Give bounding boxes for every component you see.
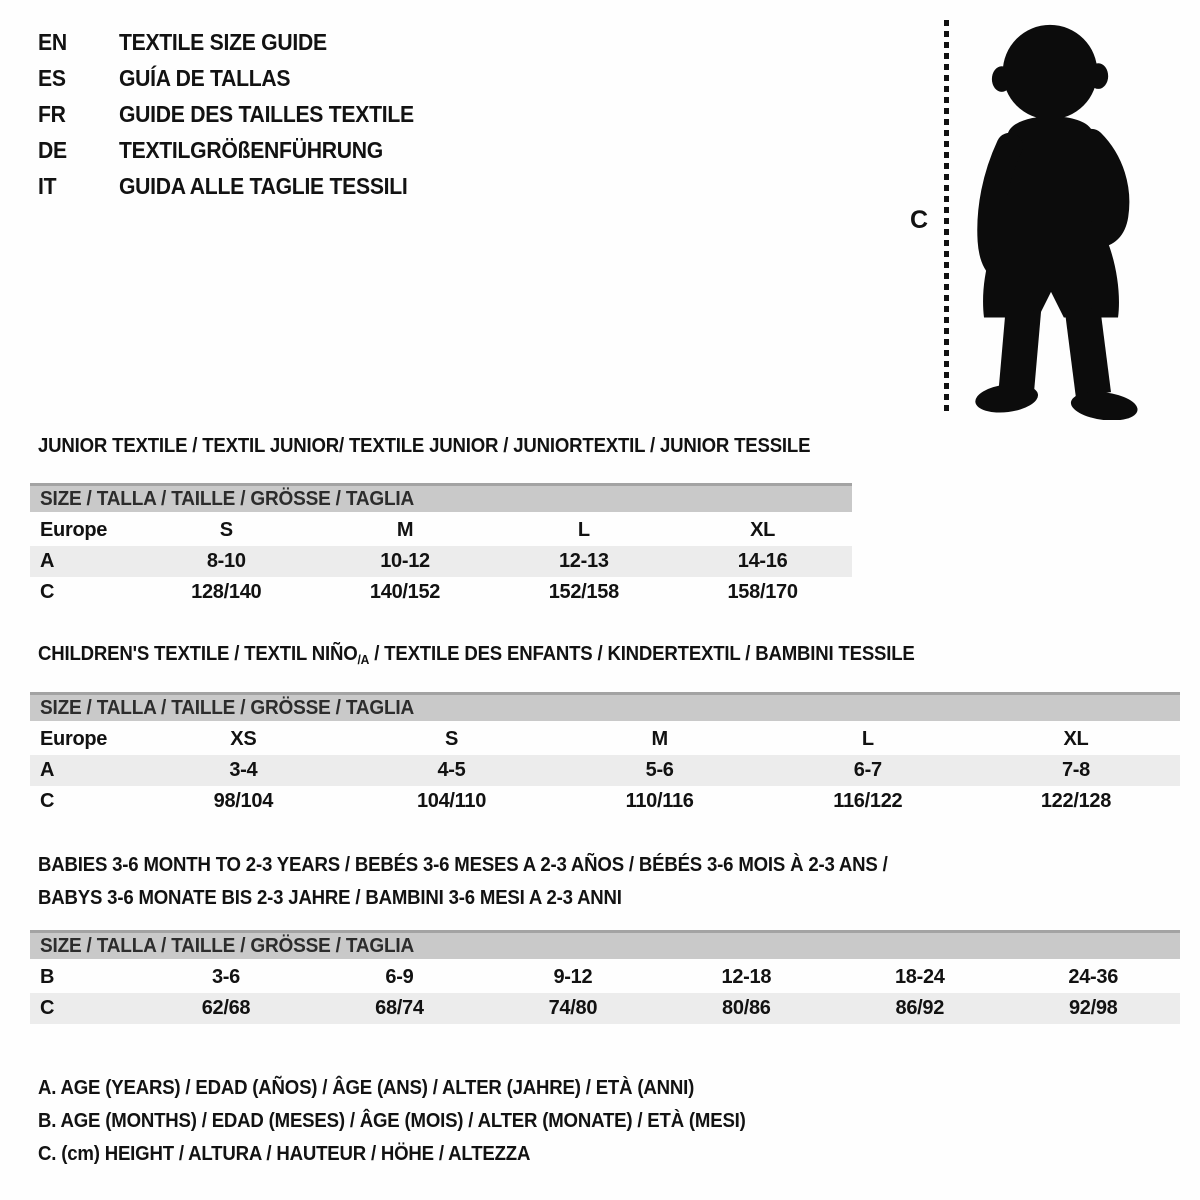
children-size-table [30, 692, 1180, 817]
legend-line-age-years: A. AGE (YEARS) / EDAD (AÑOS) / ÂGE (ANS) / ALTER (JAHRE) / ETÀ (ANNI) [38, 1077, 695, 1099]
size-header-label: SIZE / TALLA / TAILLE / GRÖSSE / TAGLIA [40, 696, 415, 719]
children-title-suffix: / TEXTILE DES ENFANTS / KINDERTEXTIL / BAMBINI TESSILE [369, 643, 915, 665]
value-cell: 86/92 [895, 997, 945, 1019]
value-cell: 104/110 [416, 790, 487, 812]
legend-line-height: C. (cm) HEIGHT / ALTURA / HAUTEUR / HÖHE / ALTEZZA [38, 1143, 531, 1165]
babies-size-table [30, 930, 1180, 1024]
col-header-cell: XL [750, 519, 776, 541]
value-cell: 14-16 [737, 550, 788, 572]
col-header-cell: XL [1063, 728, 1089, 750]
value-cell: 128/140 [191, 581, 262, 603]
legend-line-age-months: B. AGE (MONTHS) / EDAD (MESES) / ÂGE (MOIS) / ALTER (MONATE) / ETÀ (MESI) [38, 1110, 746, 1132]
table-row-months [30, 962, 1180, 993]
children-section-title [38, 641, 915, 673]
lang-code: ES [38, 65, 66, 91]
row-label-cell: A [40, 759, 55, 781]
lang-code: DE [38, 137, 67, 163]
value-cell: 8-10 [206, 550, 246, 572]
value-cell: 158/170 [727, 581, 798, 603]
lang-title: TEXTILGRÖßENFÜHRUNG [118, 137, 383, 163]
babies-section-title [38, 852, 888, 911]
value-cell: 152/158 [548, 581, 619, 603]
col-header-cell: Europe [40, 728, 108, 750]
value-cell: 140/152 [369, 581, 441, 603]
value-cell: 122/128 [1040, 790, 1112, 812]
toddler-silhouette-icon [958, 16, 1146, 420]
value-cell: 80/86 [722, 997, 771, 1019]
table-row-height [30, 993, 1180, 1024]
value-cell: 12-18 [721, 966, 772, 988]
lang-row-en [38, 24, 414, 60]
junior-size-table [30, 483, 852, 608]
value-cell: 98/104 [213, 790, 274, 812]
table-row-age [30, 755, 1180, 786]
lang-row-it [38, 168, 414, 204]
measurement-legend [38, 1072, 799, 1171]
value-cell: 9-12 [553, 966, 593, 988]
lang-title: GUIDE DES TAILLES TEXTILE [118, 101, 414, 127]
lang-title: TEXTILE SIZE GUIDE [118, 29, 327, 55]
value-cell: 10-12 [380, 550, 430, 572]
value-cell: 6-9 [385, 966, 414, 988]
col-header-cell: M [396, 519, 414, 541]
value-cell: 7-8 [1061, 759, 1090, 781]
row-label-cell: B [40, 966, 55, 988]
col-header-cell: M [651, 728, 668, 750]
value-cell: 3-6 [211, 966, 240, 988]
value-cell: 5-6 [645, 759, 674, 781]
size-header-label: SIZE / TALLA / TAILLE / GRÖSSE / TAGLIA [40, 487, 415, 510]
col-header-cell: S [444, 728, 458, 750]
value-cell: 12-13 [558, 550, 609, 572]
value-cell: 6-7 [853, 759, 882, 781]
value-cell: 18-24 [894, 966, 945, 988]
value-cell: 24-36 [1068, 966, 1119, 988]
col-header-cell: L [577, 519, 590, 541]
table-row-height [30, 786, 1180, 817]
row-label-cell: C [40, 581, 55, 603]
lang-title: GUIDA ALLE TAGLIE TESSILI [118, 173, 408, 199]
value-cell: 68/74 [375, 997, 424, 1019]
col-header-cell: Europe [40, 519, 108, 541]
lang-row-es [38, 60, 414, 96]
col-header-cell: L [861, 728, 874, 750]
lang-title: GUÍA DE TALLAS [118, 65, 291, 91]
value-cell: 116/122 [833, 790, 903, 812]
children-title-prefix: CHILDREN'S TEXTILE / TEXTIL NIÑO [38, 643, 358, 665]
language-title-list [38, 24, 447, 204]
value-cell: 62/68 [201, 997, 251, 1019]
value-cell: 110/116 [625, 790, 694, 812]
value-cell: 3-4 [229, 759, 258, 781]
value-cell: 74/80 [548, 997, 598, 1019]
lang-code: EN [38, 29, 67, 55]
value-cell: 92/98 [1068, 997, 1118, 1019]
table-row-columns [30, 515, 852, 546]
babies-title-line1: BABIES 3-6 MONTH TO 2-3 YEARS / BEBÉS 3-6 MESES A 2-3 AÑOS / BÉBÉS 3-6 MOIS À 2-3 ANS / [38, 854, 888, 876]
col-header-cell: XS [230, 728, 257, 750]
lang-row-fr [38, 96, 414, 132]
height-measure-label: C [910, 206, 929, 234]
row-label-cell: C [40, 997, 55, 1019]
row-label-cell: A [40, 550, 55, 572]
junior-section-title: JUNIOR TEXTILE / TEXTIL JUNIOR/ TEXTILE JUNIOR / JUNIORTEXTIL / JUNIOR TESSILE [38, 435, 811, 457]
lang-code: FR [38, 101, 66, 127]
size-header-bar [30, 692, 1180, 721]
table-row-age [30, 546, 852, 577]
value-cell: 4-5 [437, 759, 466, 781]
size-header-label: SIZE / TALLA / TAILLE / GRÖSSE / TAGLIA [40, 934, 415, 957]
row-label-cell: C [40, 790, 55, 812]
children-title-subscript: /A [357, 652, 370, 667]
table-row-columns [30, 724, 1180, 755]
table-row-height [30, 577, 852, 608]
lang-code: IT [38, 173, 57, 199]
babies-title-line2: BABYS 3-6 MONATE BIS 2-3 JAHRE / BAMBINI 3-6 MESI A 2-3 ANNI [38, 887, 622, 909]
height-measure-dashed-line [944, 20, 949, 416]
size-header-bar [30, 930, 1180, 959]
lang-row-de [38, 132, 414, 168]
size-header-bar [30, 483, 852, 512]
col-header-cell: S [219, 519, 233, 541]
